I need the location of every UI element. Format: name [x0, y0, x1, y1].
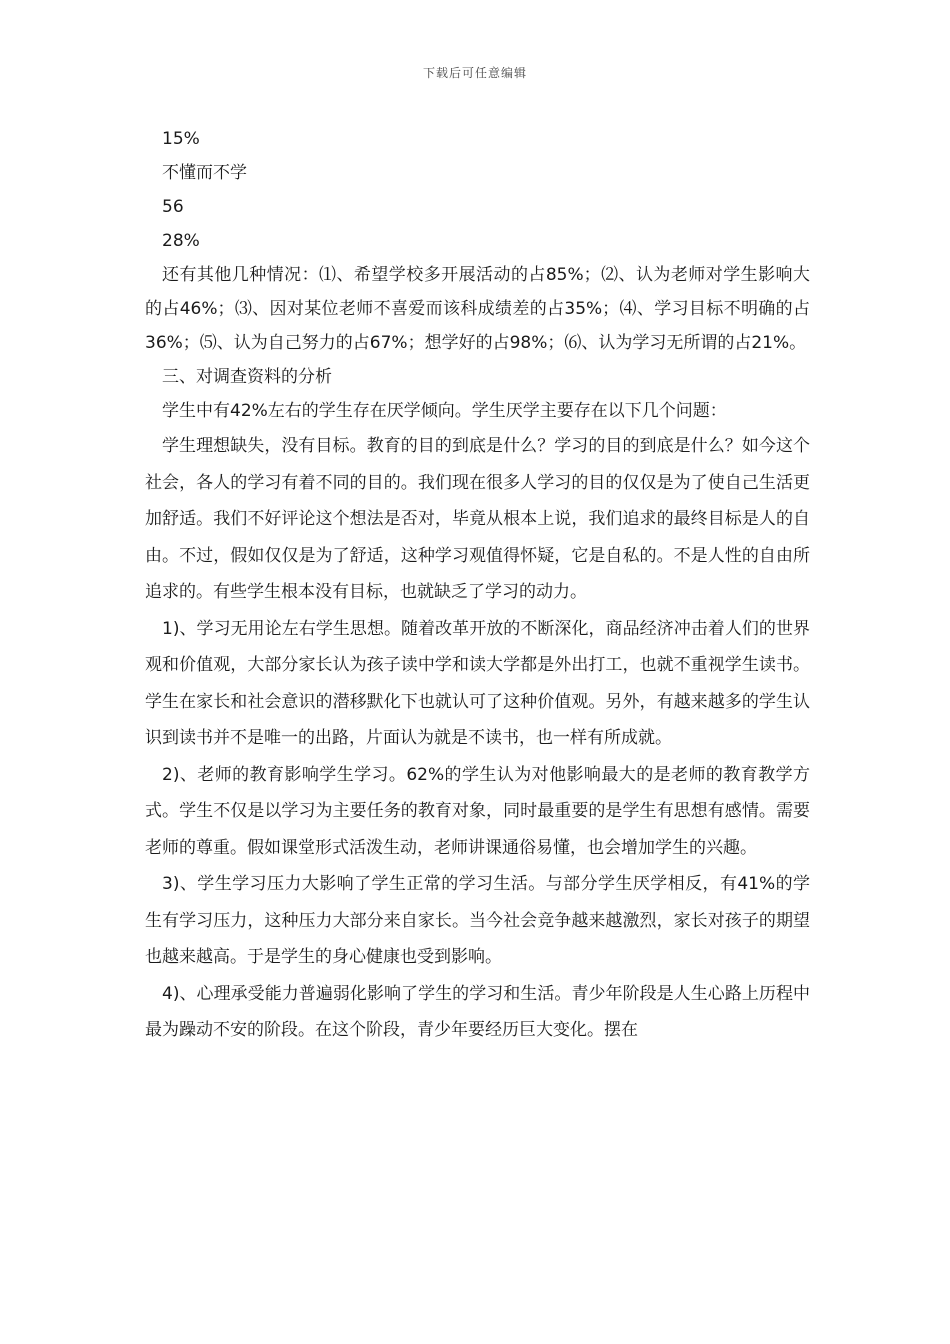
section-heading-analysis: 三、对调查资料的分析 [162, 367, 332, 387]
paragraph-point-2: 2)、老师的教育影响学生学习。62%的学生认为对他影响最大的是老师的教育教学方式。学生不仅是以学习为主要任务的教育对象，同时最重要的是学生有思想有感情。需要老师的尊重。假如课堂形式活泼生动，老师讲课通俗易懂，也会增加学生的兴趣。 [145, 764, 810, 858]
paragraph-lack-of-goal: 学生理想缺失，没有目标。教育的目的到底是什么？学习的目的到底是什么？如今这个社会，各人的学习有着不同的目的。我们现在很多人学习的目的仅仅是为了使自己生活更加舒适。我们不好评论这个想法是否对，毕竟从根本上说，我们追求的最终目标是人的自由。不过，假如仅仅是为了舒适，这种学习观值得怀疑，它是自私的。不是人性的自由所追求的。有些学生根本没有目标，也就缺乏了学习的动力。 [145, 436, 810, 602]
paragraph-intro: 学生中有42%左右的学生存在厌学倾向。学生厌学主要存在以下几个问题： [162, 401, 727, 421]
paragraph-point-4: 4)、心理承受能力普遍弱化影响了学生的学习和生活。青少年阶段是人生心路上历程中最为躁动不安的阶段。在这个阶段，青少年要经历巨大变化。摆在 [145, 983, 810, 1040]
paragraph-point-3: 3)、学生学习压力大影响了学生正常的学习生活。与部分学生厌学相反，有41%的学生有学习压力，这种压力大部分来自家长。当今社会竞争越来越激烈，家长对孩子的期望也越来越高。于是学生的身心健康也受到影响。 [145, 874, 810, 967]
table-cell-56: 56 [162, 197, 184, 217]
paragraph-point-1: 1)、学习无用论左右学生思想。随着改革开放的不断深化，商品经济冲击着人们的世界观和价值观，大部分家长认为孩子读中学和读大学都是外出打工，也就不重视学生读书。学生在家长和社会意识的潜移默化下也就认可了这种价值观。另外，有越来越多的学生认识到读书并不是唯一的出路，片面认为就是不读书，也一样有所成就。 [145, 618, 810, 748]
table-cell-dont-understand: 不懂而不学 [162, 163, 247, 183]
page-header: 下载后可任意编辑 [422, 66, 527, 80]
table-cell-28pct: 28% [162, 231, 200, 251]
paragraph-other-situations: 还有其他几种情况：⑴、希望学校多开展活动的占85%；⑵、认为老师对学生影响大的占46%；⑶、因对某位老师不喜爱而该科成绩差的占35%；⑷、学习目标不明确的占36%；⑸、认为自己努力的占67%；想学好的占98%；⑹、认为学习无所谓的占21%。 [145, 265, 810, 353]
table-cell-15pct: 15% [162, 129, 200, 149]
document-body [145, 122, 810, 1049]
